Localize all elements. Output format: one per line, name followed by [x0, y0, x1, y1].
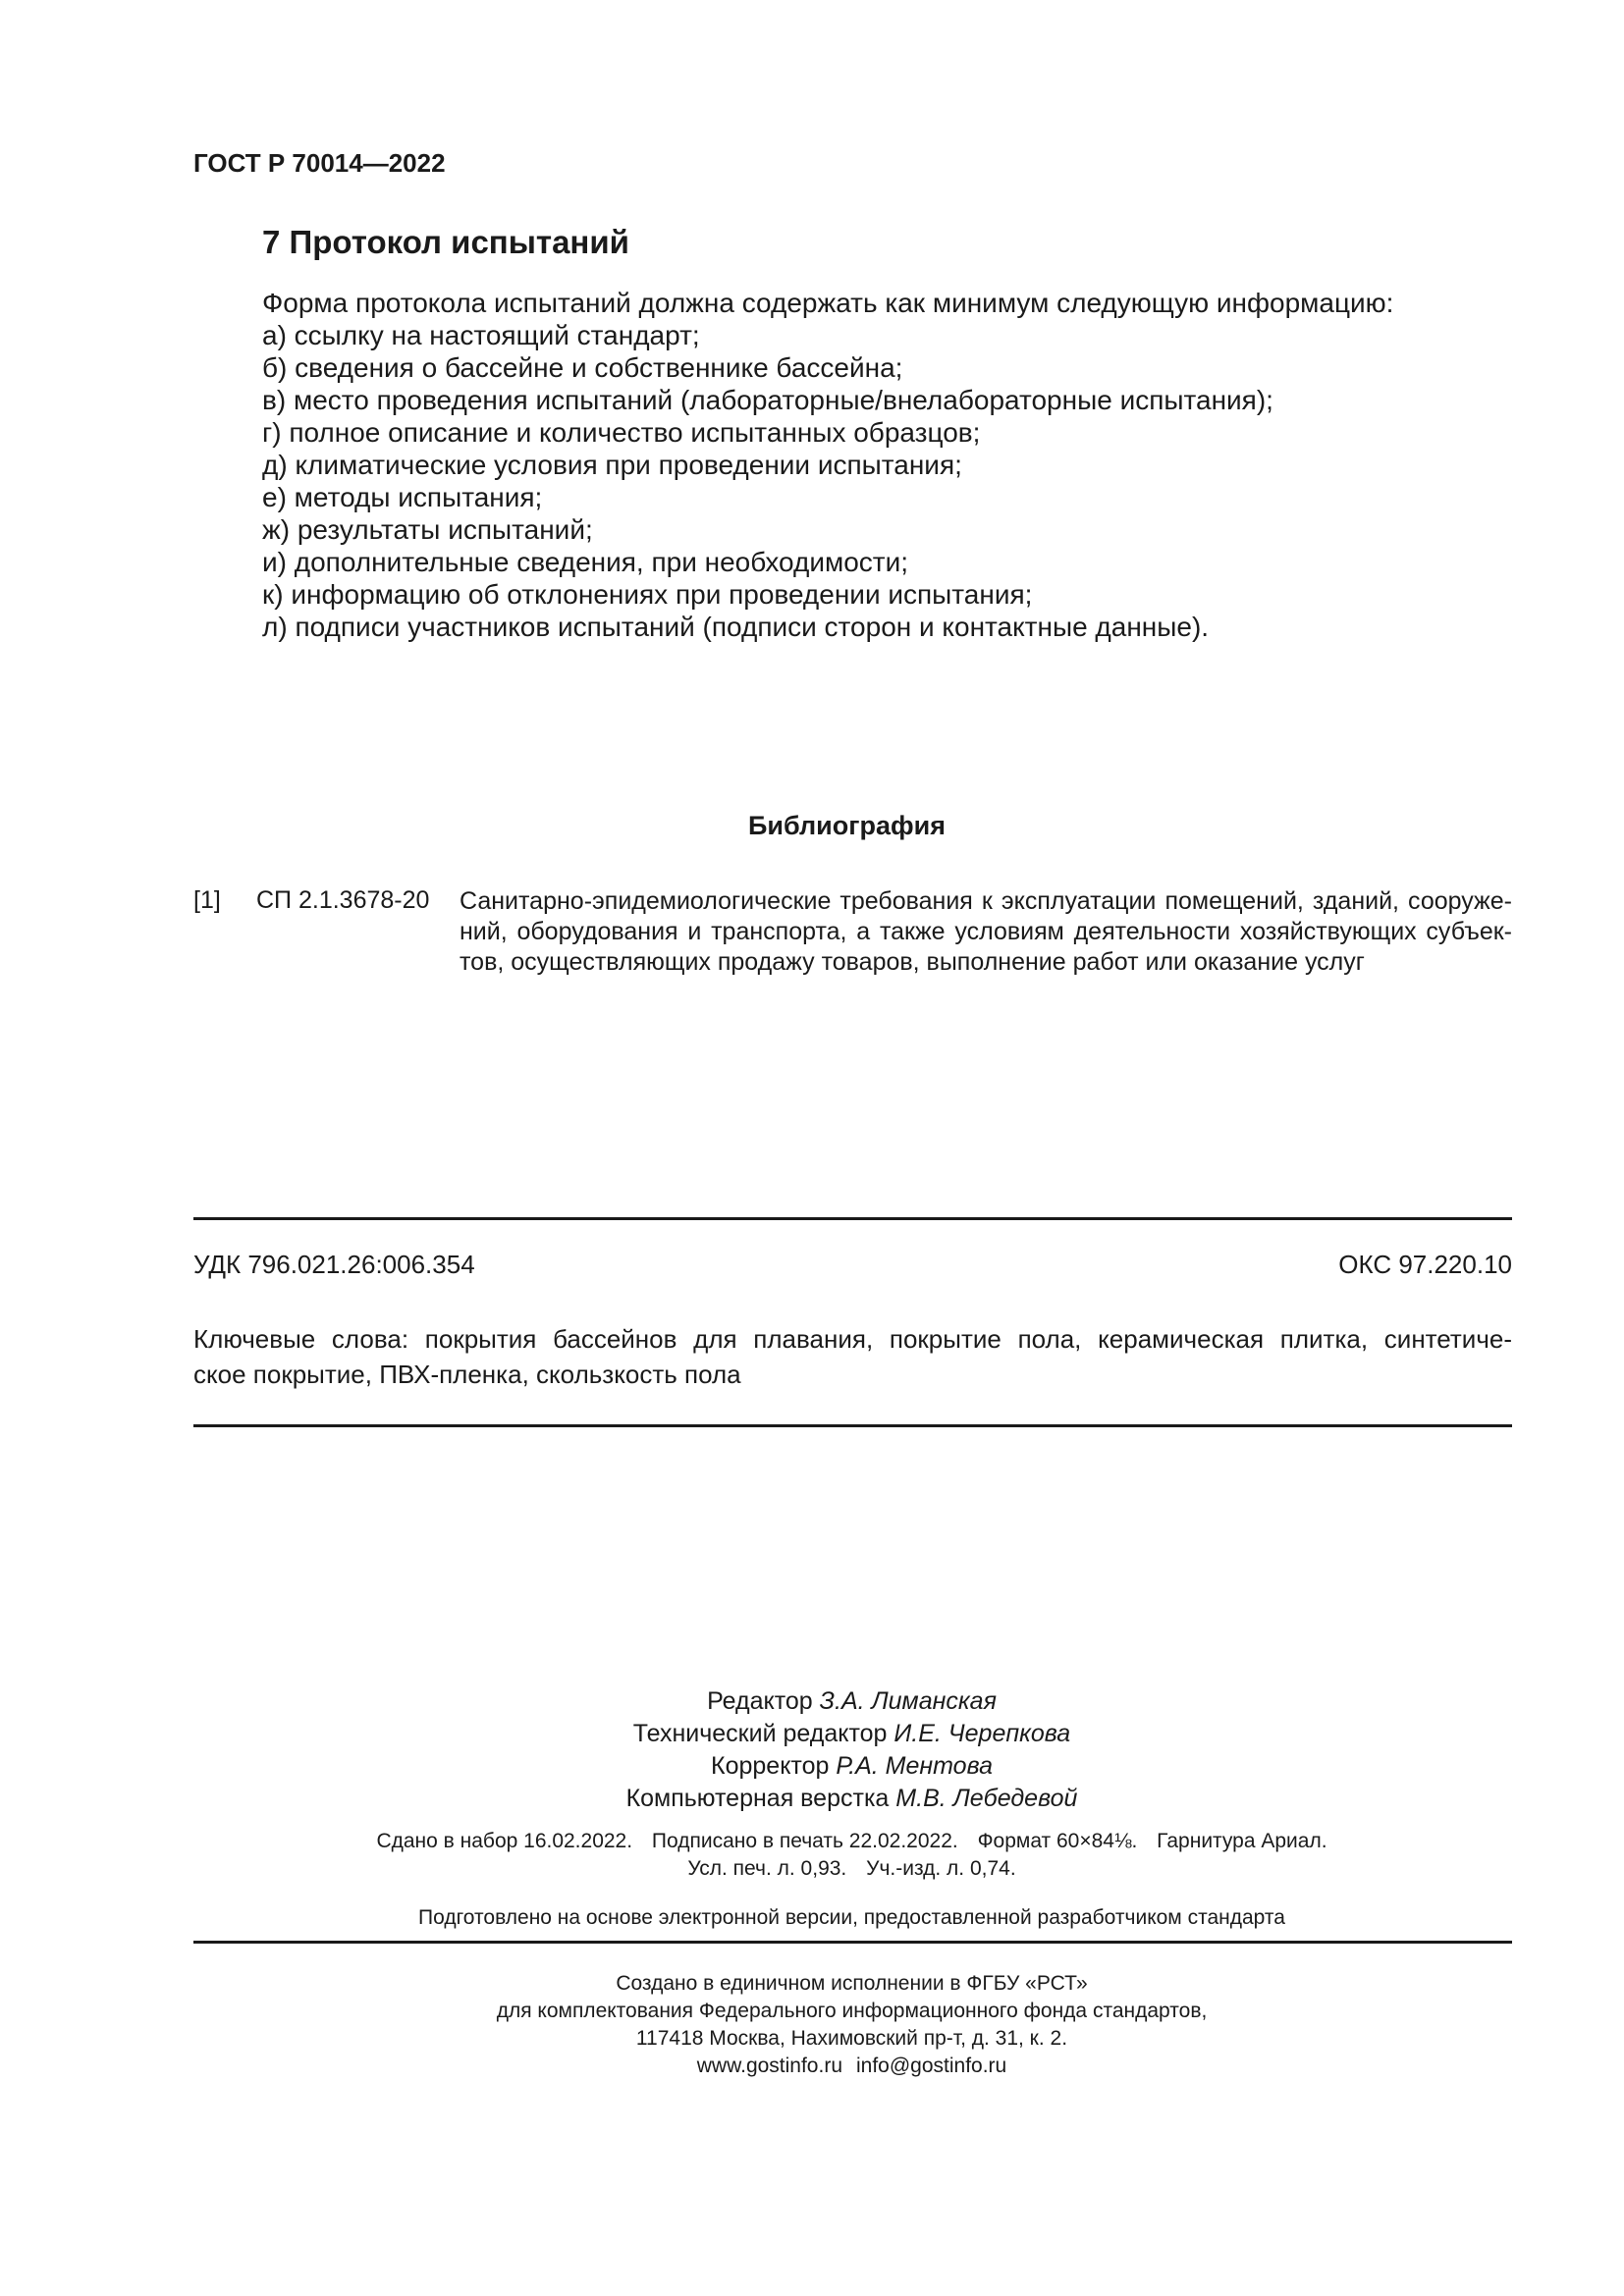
section-intro: Форма протокола испытаний должна содержать как минимум следующую информацию:	[262, 288, 1394, 318]
website-link[interactable]: www.gostinfo.ru	[696, 2055, 842, 2077]
divider-keywords	[193, 1424, 1512, 1427]
created-info	[0, 1970, 1624, 2080]
list-item: и) дополнительные сведения, при необходимости;	[262, 547, 909, 577]
created-line: 117418 Москва, Нахимовский пр-т, д. 31, к. 2.	[635, 2027, 1068, 2050]
bibliography-entry-line: Санитарно-эпидемиологические требования к эксплуатации помещений, зданий, сооруже-	[460, 887, 1512, 915]
divider-top	[193, 1217, 1512, 1220]
list-item: д) климатические условия при проведении испытания;	[262, 450, 962, 480]
prepared-note: Подготовлено на основе электронной версии, предоставленной разработчиком стандарта	[418, 1906, 1285, 1929]
list-item: г) полное описание и количество испытанных образцов;	[262, 417, 981, 448]
credit-corrector	[0, 1750, 1624, 1783]
keywords	[193, 1321, 1512, 1392]
list-item: в) место проведения испытаний (лабораторные/внелабораторные испытания);	[262, 385, 1273, 415]
credit-label: Корректор	[711, 1752, 830, 1780]
udk-code: УДК 796.021.26:006.354	[193, 1250, 475, 1279]
imprint-signed: Подписано в печать 22.02.2022.	[651, 1830, 958, 1852]
bibliography-entry-number: [1]	[193, 886, 221, 914]
credit-name: Р.А. Ментова	[836, 1752, 993, 1780]
bibliography-title: Библиография	[748, 811, 946, 840]
list-item: л) подписи участников испытаний (подписи сторон и контактные данные).	[262, 612, 1210, 642]
oks-code: ОКС 97.220.10	[1338, 1250, 1512, 1279]
credit-label: Технический редактор	[632, 1720, 888, 1747]
divider-bottom	[193, 1941, 1512, 1944]
list-item: б) сведения о бассейне и собственнике бассейна;	[262, 352, 903, 383]
imprint-publisher-sheets: Уч.-изд. л. 0,74.	[866, 1857, 1016, 1880]
credit-name: И.Е. Черепкова	[893, 1720, 1071, 1747]
credit-name: М.В. Лебедевой	[895, 1785, 1078, 1812]
imprint-format: Формат 60×84⅛.	[977, 1830, 1138, 1852]
list-item: к) информацию об отклонениях при проведении испытания;	[262, 579, 1033, 610]
email-link[interactable]: info@gostinfo.ru	[856, 2055, 1007, 2077]
bibliography-entry-line: тов, осуществляющих продажу товаров, выполнение работ или оказание услуг	[460, 948, 1365, 976]
standard-code: ГОСТ Р 70014—2022	[193, 148, 446, 178]
credit-label: Компьютерная верстка	[625, 1785, 890, 1812]
credit-name: З.А. Лиманская	[819, 1687, 997, 1715]
keywords-line: Ключевые слова: покрытия бассейнов для плавания, покрытие пола, керамическая плитка, синтетиче-	[193, 1324, 1512, 1354]
imprint-line-1	[0, 1828, 1624, 1855]
imprint-print-sheets: Усл. печ. л. 0,93.	[687, 1857, 847, 1880]
credits	[0, 1685, 1624, 1815]
created-line: для комплектования Федерального информационного фонда стандартов,	[496, 2000, 1208, 2022]
list-item: ж) результаты испытаний;	[262, 514, 593, 545]
imprint	[0, 1828, 1624, 1883]
created-contacts	[0, 2053, 1624, 2080]
imprint-line-2	[0, 1855, 1624, 1883]
list-item: а) ссылку на настоящий стандарт;	[262, 320, 700, 350]
credit-label: Редактор	[707, 1687, 813, 1715]
list-item: е) методы испытания;	[262, 482, 543, 512]
credit-layout	[0, 1783, 1624, 1815]
bibliography-entry-line: ний, оборудования и транспорта, а также условиям деятельности хозяйствующих субъек-	[460, 918, 1512, 945]
created-line: Создано в единичном исполнении в ФГБУ «РСТ»	[616, 1972, 1088, 1995]
keywords-line: ское покрытие, ПВХ-пленка, скользкость пола	[193, 1360, 741, 1389]
imprint-typeface: Гарнитура Ариал.	[1157, 1830, 1327, 1852]
bibliography-entry-text	[460, 886, 1512, 978]
credit-editor	[0, 1685, 1624, 1718]
section-title: 7 Протокол испытаний	[262, 224, 629, 260]
imprint-submitted: Сдано в набор 16.02.2022.	[376, 1830, 633, 1852]
bibliography-entry-code: СП 2.1.3678-20	[256, 886, 430, 914]
protocol-requirements-list	[262, 319, 1273, 643]
credit-tech-editor	[0, 1718, 1624, 1750]
